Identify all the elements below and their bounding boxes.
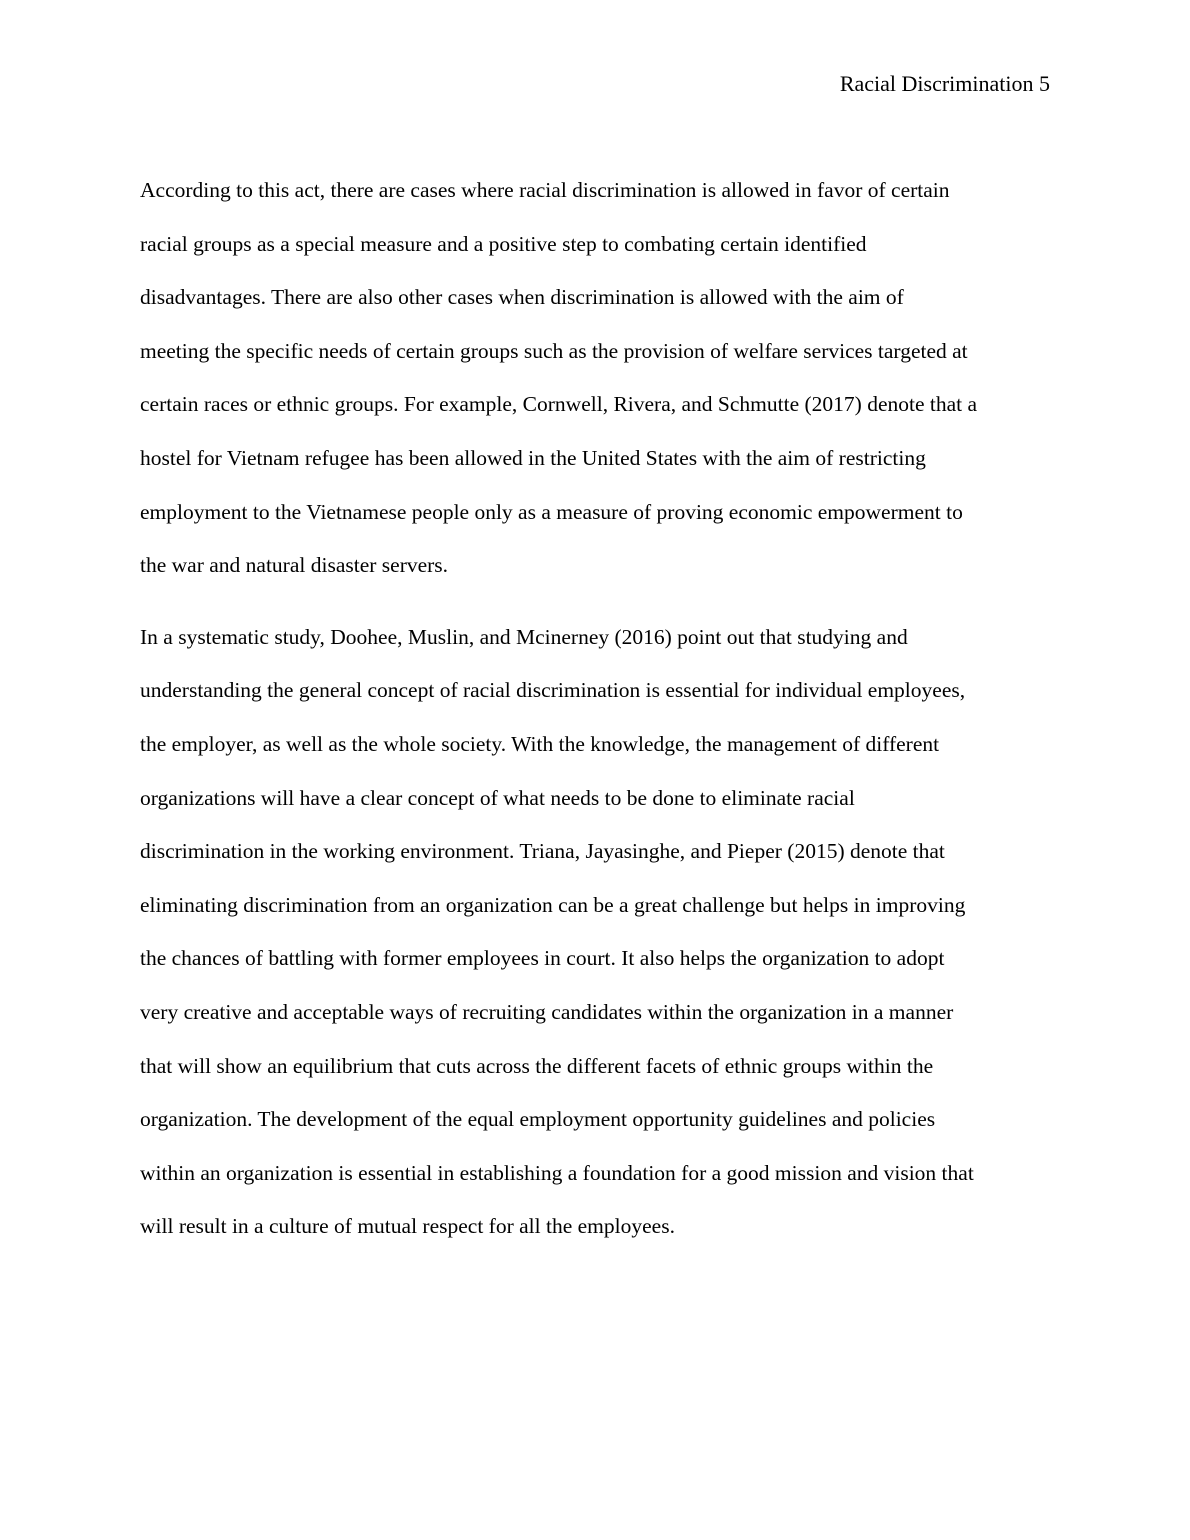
text-line: racial groups as a special measure and a positive step to combating certain identified xyxy=(140,231,867,256)
paragraph-1 xyxy=(140,164,1050,593)
text-line: eliminating discrimination from an organization can be a great challenge but helps in improving xyxy=(140,892,966,917)
text-line: that will show an equilibrium that cuts across the different facets of ethnic groups within the xyxy=(140,1053,934,1078)
text-line: very creative and acceptable ways of recruiting candidates within the organization in a manner xyxy=(140,999,954,1024)
text-line: According to this act, there are cases where racial discrimination is allowed in favor of certain xyxy=(140,178,950,202)
text-line: hostel for Vietnam refugee has been allowed in the United States with the aim of restricting xyxy=(140,445,926,470)
text-line: the employer, as well as the whole society. With the knowledge, the management of different xyxy=(140,731,940,756)
text-line: meeting the specific needs of certain groups such as the provision of welfare services targeted at xyxy=(140,338,968,363)
text-line: disadvantages. There are also other cases when discrimination is allowed with the aim of xyxy=(140,285,904,310)
text-line: employment to the Vietnamese people only as a measure of proving economic empowerment to xyxy=(140,499,963,524)
text-line: understanding the general concept of racial discrimination is essential for individual employees, xyxy=(140,678,966,703)
text-line: certain races or ethnic groups. For example, Cornwell, Rivera, and Schmutte (2017) denote that a xyxy=(140,392,978,417)
paragraph-2 xyxy=(140,611,1050,1254)
text-line: organization. The development of the equal employment opportunity guidelines and policies xyxy=(140,1107,936,1132)
text-line: the war and natural disaster servers. xyxy=(140,553,449,578)
text-line: In a systematic study, Doohee, Muslin, and Mcinerney (2016) point out that studying and xyxy=(140,624,908,649)
text-line: within an organization is essential in establishing a foundation for a good mission and vision that xyxy=(140,1160,974,1185)
document-body xyxy=(140,164,1050,1254)
running-head: Racial Discrimination 5 xyxy=(839,71,1050,96)
text-line: organizations will have a clear concept of what needs to be done to eliminate racial xyxy=(140,785,855,810)
text-line: discrimination in the working environment. Triana, Jayasinghe, and Pieper (2015) denote that xyxy=(140,839,945,864)
text-line: will result in a culture of mutual respect for all the employees. xyxy=(140,1214,675,1239)
text-line: the chances of battling with former employees in court. It also helps the organization to adopt xyxy=(140,946,945,971)
